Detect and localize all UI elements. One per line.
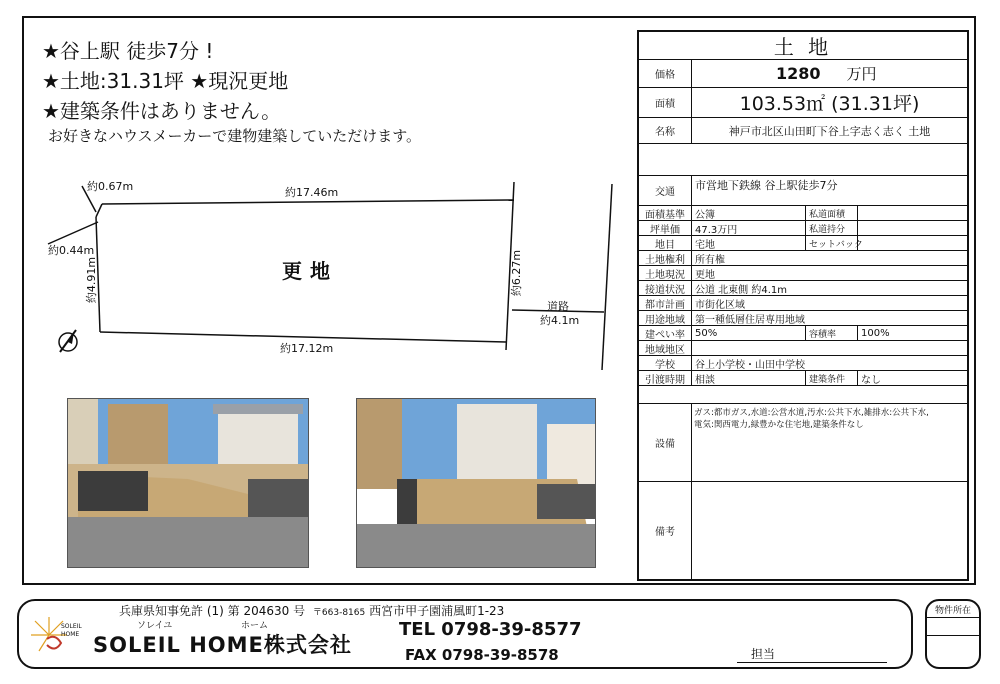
company-name: SOLEIL HOME株式会社	[93, 633, 352, 657]
price-unit: 万円	[846, 65, 877, 83]
detail-row	[639, 206, 967, 221]
detail-row	[639, 326, 967, 341]
detail-sub-header: 私道面積	[805, 206, 857, 220]
price-cell	[691, 60, 967, 87]
detail-sub-value: 100%	[857, 326, 967, 340]
detail-sub-value: なし	[857, 371, 967, 385]
detail-header: 土地現況	[645, 269, 685, 281]
logo-text	[61, 623, 82, 639]
detail-header: 建ぺい率	[645, 329, 685, 341]
detail-value: 第一種低層住居専用地域	[691, 311, 967, 325]
property-location-box	[925, 599, 981, 669]
detail-value: 谷上小学校・山田中学校	[691, 356, 967, 370]
fax-number: FAX 0798-39-8578	[405, 646, 559, 664]
property-location-divider	[927, 635, 979, 636]
detail-row	[639, 251, 967, 266]
road-width: 約4.1m	[540, 314, 580, 327]
detail-sub-value	[857, 236, 967, 250]
promo-description: お好きなハウスメーカーで建物建築していただけます。	[48, 127, 422, 145]
location-value: 神戸市北区山田町下谷上字志く志く 土地	[691, 118, 967, 143]
company-footer	[17, 599, 913, 669]
lot-status-label: 更地	[282, 259, 338, 283]
ruby-home: ホーム	[241, 621, 269, 631]
detail-value: 宅地	[691, 236, 803, 250]
promo-land-size: ★土地:31.31坪 ★現況更地	[42, 69, 289, 93]
promo-station: ★谷上駅 徒歩7分 !	[42, 39, 214, 63]
detail-row	[639, 236, 967, 251]
detail-value: 公簿	[691, 206, 803, 220]
detail-value: 所有権	[691, 251, 967, 265]
equipment-line-2: 電気:関西電力,緑豊かな住宅地,建築条件なし	[694, 420, 864, 430]
equipment-cell	[691, 404, 967, 481]
right-side-dimension: 約6.27m	[510, 249, 524, 297]
detail-row	[639, 341, 967, 356]
detail-value: 公道 北東側 約4.1m	[691, 281, 967, 295]
staff-label: 担当	[751, 647, 776, 661]
postal-code: 〒663-8165	[312, 608, 366, 618]
detail-row	[639, 311, 967, 326]
detail-value: 50%	[691, 326, 803, 340]
left-side-dimension: 約4.91m	[85, 256, 99, 304]
detail-sub-value	[857, 206, 967, 220]
area-value: 103.53㎡ (31.31坪)	[691, 88, 967, 117]
price-value: 1280	[776, 64, 821, 83]
detail-header: 接道状況	[645, 284, 685, 296]
detail-sub-header: 私道持分	[805, 221, 857, 235]
property-info-table	[637, 30, 969, 581]
road-label: 道路	[547, 300, 569, 313]
detail-header: 用途地域	[645, 314, 685, 326]
detail-value	[691, 341, 967, 355]
company-address: 西宮市甲子園浦風町1-23	[369, 604, 505, 618]
equipment-header: 設備	[655, 439, 675, 450]
staff-field	[737, 645, 887, 663]
promo-block	[42, 36, 421, 146]
detail-row	[639, 266, 967, 281]
blank-row	[691, 144, 967, 175]
detail-sub-header: セットバック	[805, 236, 857, 250]
property-location-label: 物件所在	[927, 603, 979, 618]
detail-row	[639, 281, 967, 296]
notes-value	[691, 482, 967, 579]
detail-header: 学校	[655, 359, 675, 371]
detail-row	[639, 221, 967, 236]
detail-value: 47.3万円	[691, 221, 803, 235]
price-header: 価格	[655, 70, 675, 81]
transport-value: 市営地下鉄線 谷上駅徒歩7分	[691, 176, 967, 205]
detail-header: 土地権利	[645, 254, 685, 266]
detail-value: 相談	[691, 371, 803, 385]
detail-row	[639, 296, 967, 311]
promo-no-condition: ★建築条件はありません。	[42, 99, 282, 123]
area-header: 面積	[655, 99, 675, 110]
detail-sub-value	[857, 221, 967, 235]
tel-number: TEL 0798-39-8577	[399, 619, 582, 640]
detail-sub-header: 容積率	[805, 326, 857, 340]
detail-header: 地目	[655, 239, 675, 251]
detail-header: 引渡時期	[645, 374, 685, 386]
table-title: 土 地	[773, 35, 833, 59]
license-number: 兵庫県知事免許 (1) 第 204630 号	[119, 604, 306, 618]
corner-top-dimension: 約0.67m	[87, 180, 134, 193]
equipment-line-1: ガス:都市ガス,水道:公営水道,汚水:公共下水,雑排水:公共下水,	[694, 408, 929, 418]
location-header: 名称	[655, 127, 675, 138]
license-line	[119, 602, 504, 619]
detail-row	[639, 371, 967, 386]
detail-row	[639, 356, 967, 371]
bottom-side-dimension: 約17.12m	[280, 342, 334, 355]
detail-value: 更地	[691, 266, 967, 280]
detail-spacer	[639, 386, 967, 404]
logo-text-soleil: SOLEIL	[61, 623, 82, 630]
detail-sub-header: 建築条件	[805, 371, 857, 385]
site-photo-1	[67, 398, 309, 568]
site-photo-2	[356, 398, 596, 568]
detail-header: 都市計画	[645, 299, 685, 311]
ruby-soleil: ソレイユ	[137, 621, 173, 631]
detail-header: 坪単価	[650, 224, 680, 236]
detail-value: 市街化区域	[691, 296, 967, 310]
detail-header: 地域地区	[645, 344, 685, 356]
corner-left-dimension: 約0.44m	[48, 244, 95, 257]
detail-header: 面積基準	[645, 209, 685, 221]
notes-header: 備考	[655, 527, 675, 538]
top-side-dimension: 約17.46m	[285, 186, 339, 199]
transport-header: 交通	[655, 187, 675, 198]
logo-text-home: HOME	[61, 631, 80, 638]
